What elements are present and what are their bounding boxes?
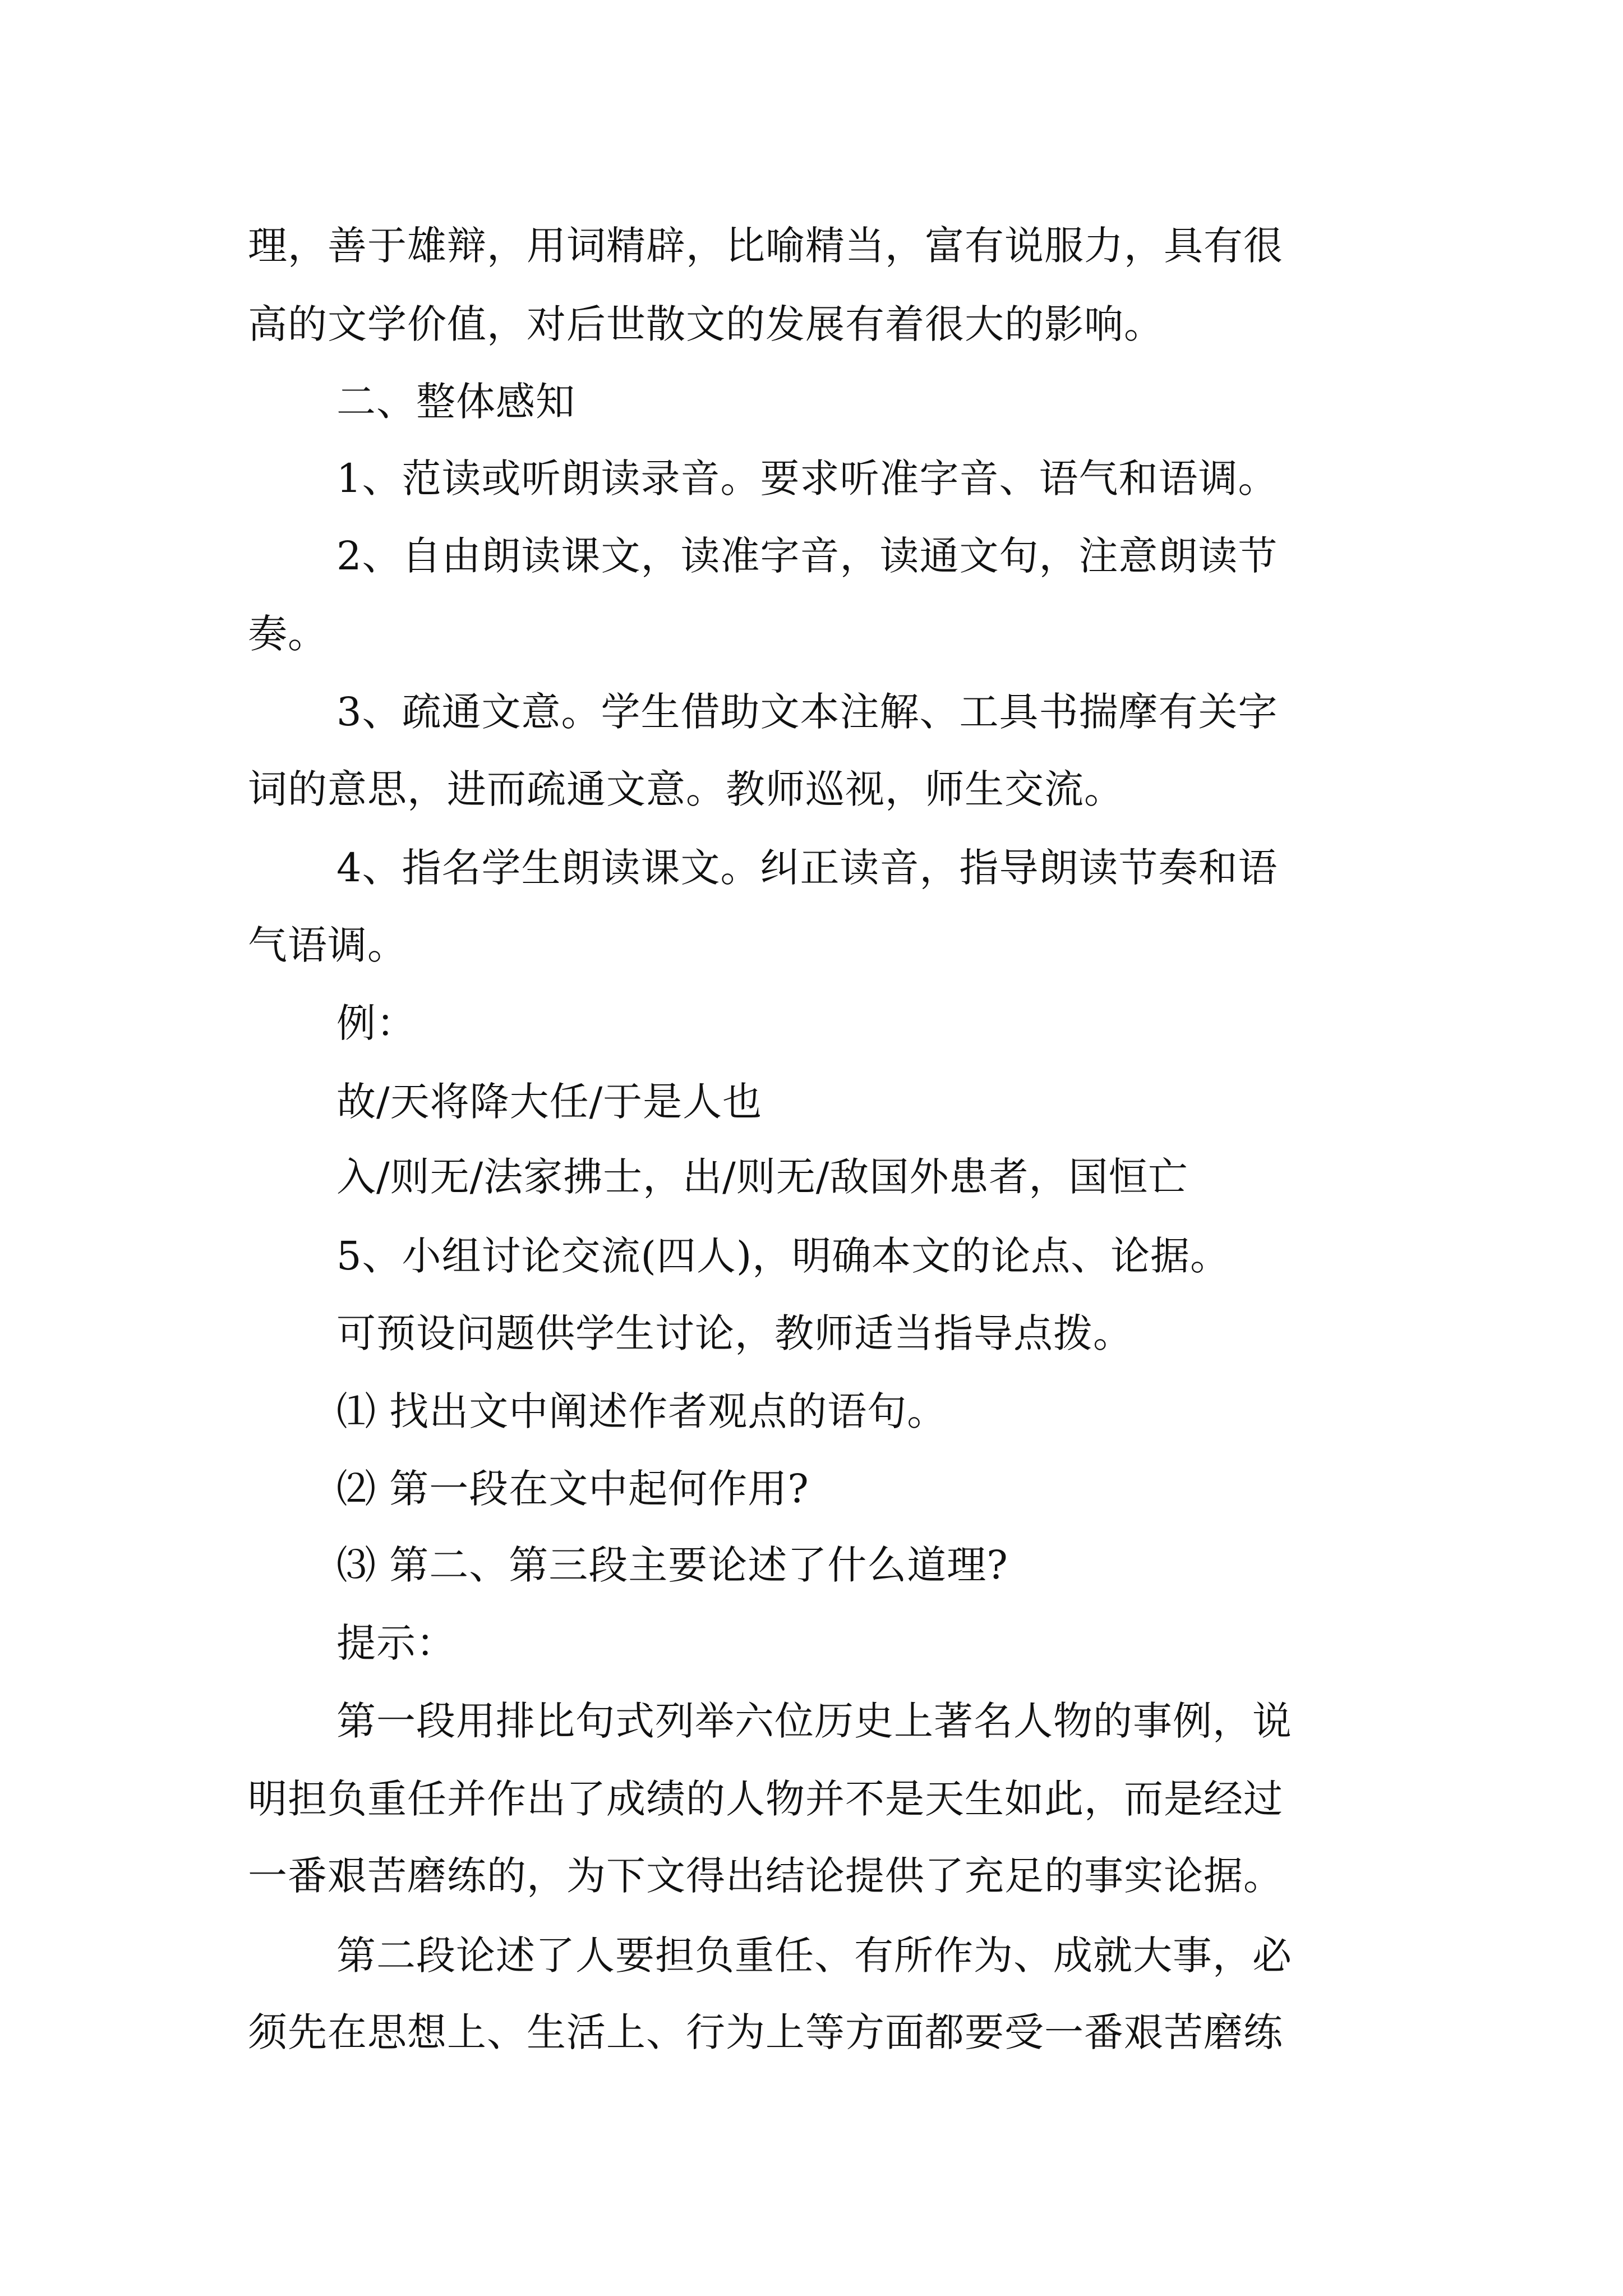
body-line: 明担负重任并作出了成绩的人物并不是天生如此，而是经过 bbox=[248, 1776, 1283, 1822]
body-line: 1、范读或听朗读录音。要求听准字音、语气和语调。 bbox=[336, 455, 1278, 501]
body-line: 理，善于雄辩，用词精辟，比喻精当，富有说服力，具有很 bbox=[248, 223, 1283, 269]
body-line: 2、自由朗读课文，读准字音，读通文句，注意朗读节 bbox=[336, 533, 1278, 579]
hint-label: 提示： bbox=[336, 1620, 456, 1666]
body-line: 4、指名学生朗读课文。纠正读音，指导朗读节奏和语 bbox=[336, 845, 1278, 891]
body-line: 高的文学价值，对后世散文的发展有着很大的影响。 bbox=[248, 301, 1164, 347]
body-line: 一番艰苦磨练的，为下文得出结论提供了充足的事实论据。 bbox=[248, 1853, 1283, 1899]
body-line: 第二段论述了人要担负重任、有所作为、成就大事，必 bbox=[336, 1932, 1292, 1978]
example-label: 例： bbox=[336, 1000, 416, 1046]
section-heading: 二、整体感知 bbox=[336, 379, 575, 425]
question-item: ⑶ 第二、第三段主要论述了什么道理? bbox=[336, 1542, 1008, 1588]
body-line: 奏。 bbox=[248, 611, 328, 657]
body-line: 可预设问题供学生讨论，教师适当指导点拨。 bbox=[336, 1310, 1133, 1356]
body-line: 第一段用排比句式列举六位历史上著名人物的事例，说 bbox=[336, 1698, 1292, 1744]
body-line: 3、疏通文意。学生借助文本注解、工具书揣摩有关字 bbox=[336, 689, 1278, 735]
body-line: 气语调。 bbox=[248, 922, 407, 968]
example-line: 故/天将降大任/于是人也 bbox=[336, 1079, 763, 1125]
body-line: 词的意思，进而疏通文意。教师巡视，师生交流。 bbox=[248, 766, 1124, 812]
question-item: ⑴ 找出文中阐述作者观点的语句。 bbox=[336, 1388, 947, 1434]
question-item: ⑵ 第一段在文中起何作用? bbox=[336, 1466, 809, 1512]
body-line: 5、小组讨论交流(四人)，明确本文的论点、论据。 bbox=[336, 1233, 1230, 1279]
body-line: 须先在思想上、生活上、行为上等方面都要受一番艰苦磨练 bbox=[248, 2009, 1283, 2055]
example-line: 入/则无/法家拂士，出/则无/敌国外患者，国恒亡 bbox=[336, 1154, 1188, 1200]
